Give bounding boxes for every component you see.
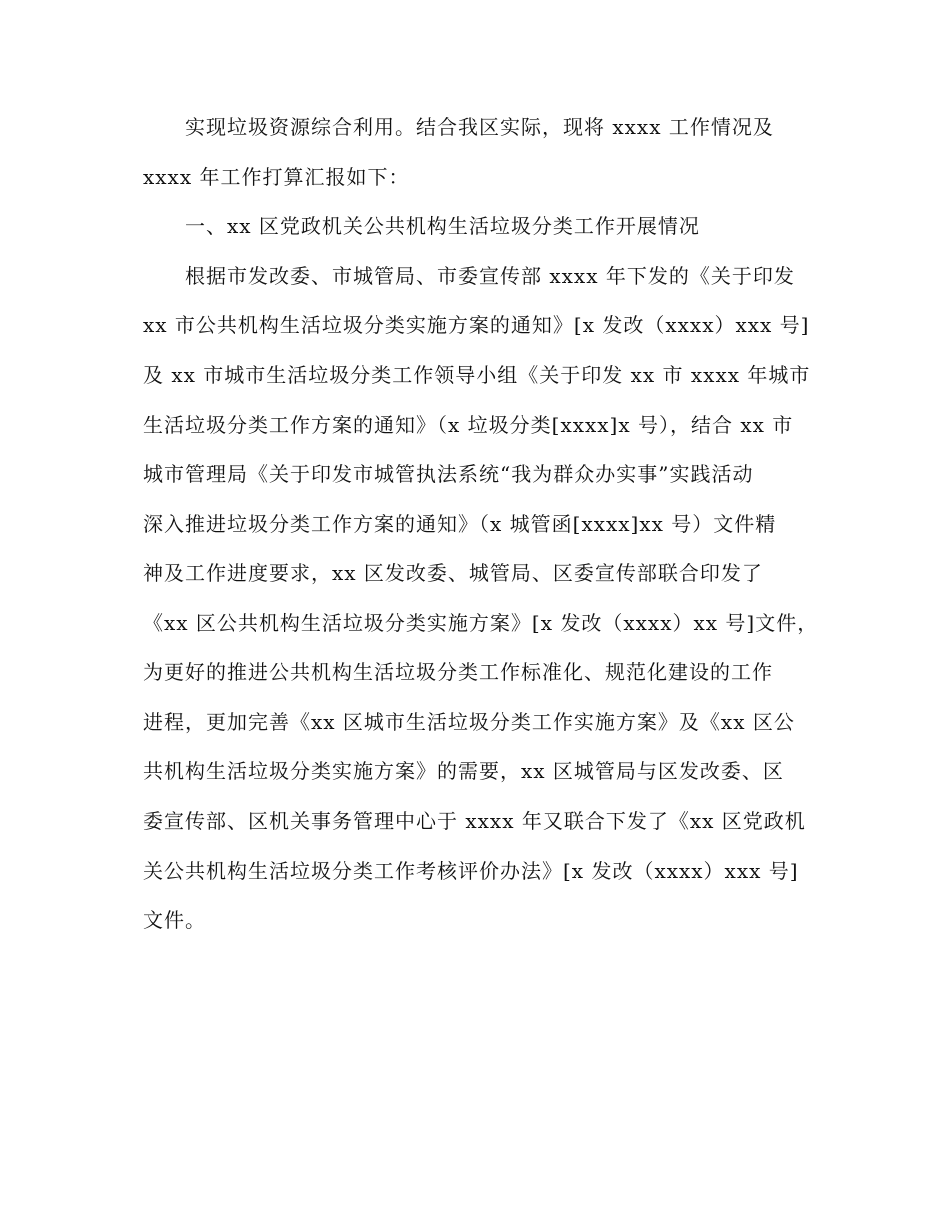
paragraph-2-line-14: 文件。 — [143, 908, 206, 932]
paragraph-2-line-3: 及 xx 市城市生活垃圾分类工作领导小组《关于印发 xx 市 xxxx 年城市 — [143, 363, 811, 387]
paragraph-1-line-1: 实现垃圾资源综合利用。结合我区实际，现将 xxxx 工作情况及 — [185, 115, 774, 139]
paragraph-2-line-8: 《xx 区公共机构生活垃圾分类实施方案》[x 发改（xxxx）xx 号]文件， — [143, 611, 819, 635]
paragraph-2-line-4: 生活垃圾分类工作方案的通知》（x 垃圾分类[xxxx]x 号），结合 xx 市 — [143, 413, 794, 437]
paragraph-2-line-10: 进程，更加完善《xx 区城市生活垃圾分类工作实施方案》及《xx 区公 — [143, 710, 795, 734]
paragraph-2-line-6: 深入推进垃圾分类工作方案的通知》（x 城管函[xxxx]xx 号）文件精 — [143, 512, 777, 536]
paragraph-2-line-1: 根据市发改委、市城管局、市委宣传部 xxxx 年下发的《关于印发 — [185, 264, 795, 288]
paragraph-1-line-2: xxxx 年工作打算汇报如下： — [143, 165, 410, 189]
paragraph-2-line-11: 共机构生活垃圾分类实施方案》的需要，xx 区城管局与区发改委、区 — [143, 759, 784, 783]
paragraph-2-line-2: xx 市公共机构生活垃圾分类实施方案的通知》[x 发改（xxxx）xxx 号] — [143, 313, 810, 337]
section-heading: 一、xx 区党政机关公共机构生活垃圾分类工作开展情况 — [185, 214, 700, 238]
paragraph-2-line-9: 为更好的推进公共机构生活垃圾分类工作标准化、规范化建设的工作 — [143, 660, 773, 684]
paragraph-2-line-7: 神及工作进度要求，xx 区发改委、城管局、区委宣传部联合印发了 — [143, 561, 763, 585]
paragraph-2-line-13: 关公共机构生活垃圾分类工作考核评价办法》[x 发改（xxxx）xxx 号] — [143, 859, 799, 883]
paragraph-2-line-5: 城市管理局《关于印发市城管执法系统“我为群众办实事”实践活动 — [143, 462, 754, 486]
paragraph-2-line-12: 委宣传部、区机关事务管理中心于 xxxx 年又联合下发了《xx 区党政机 — [143, 809, 806, 833]
